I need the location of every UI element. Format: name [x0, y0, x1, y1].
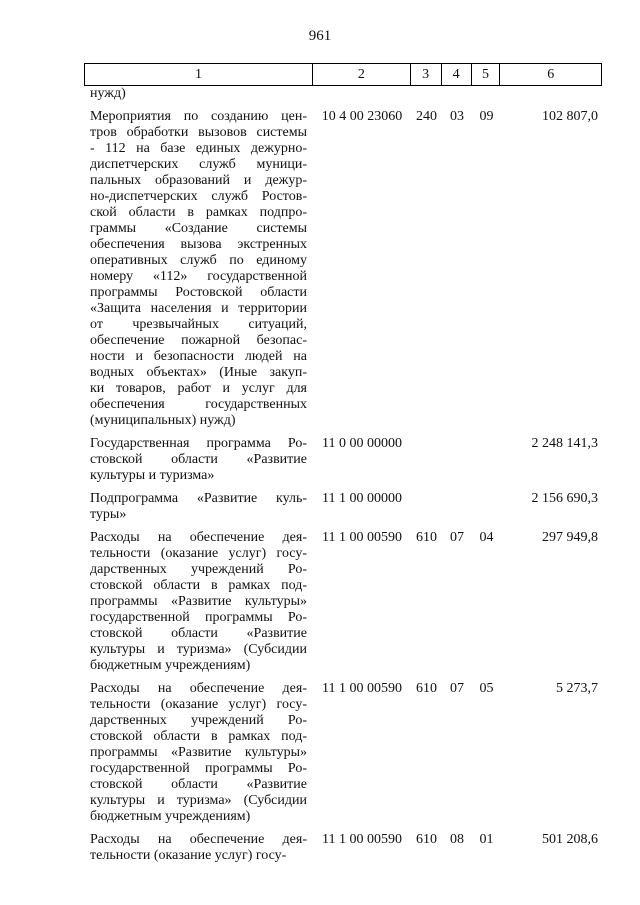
row-name-line: туры» [90, 507, 127, 522]
row-name-line: государственной программы Ро- [90, 761, 307, 776]
row-name-line: программы «Развитие культуры» [90, 594, 307, 609]
row-name-line: стовской области в рамках под- [90, 578, 307, 593]
row-group: 610 [416, 530, 437, 545]
row-name-line: от чрезвычайных ситуаций, [90, 317, 307, 332]
row-name-line: культуры и туризма» [90, 468, 215, 483]
row-section: 08 [450, 832, 464, 847]
row-sum: 501 208,6 [542, 832, 598, 847]
row-name-line: культуры и туризма» (Субсидии [90, 642, 307, 657]
row-name [84, 109, 313, 429]
row-code: 10 4 00 23060 [321, 109, 403, 124]
table-row [84, 436, 602, 484]
header-col-5: 5 [472, 64, 501, 85]
row-name-line: обеспечения государственных [90, 397, 307, 412]
row-name-line: - 112 на базе единых дежурно- [90, 141, 307, 156]
row-name-line: Государственная программа Ро- [90, 436, 307, 451]
row-name-line: стовской области в рамках под- [90, 729, 307, 744]
row-name-line: «Защита населения и территории [90, 301, 307, 316]
row-name-line: программы Ростовской области [90, 285, 307, 300]
row-subsection [472, 436, 501, 484]
row-name-line: тельности (оказание услуг) госу- [90, 848, 287, 863]
row-name-line: ской области в рамках подпро- [90, 205, 307, 220]
row-subsection [472, 491, 501, 523]
row-sum: 102 807,0 [542, 109, 598, 124]
row-name-line: тров обработки вызовов системы [90, 125, 307, 140]
table-row [84, 832, 602, 864]
table-row [84, 491, 602, 523]
row-section [442, 436, 472, 484]
row-name-line: государственной программы Ро- [90, 610, 307, 625]
table-row [84, 681, 602, 825]
row-name [84, 436, 313, 484]
row-code: 11 1 00 00000 [322, 491, 402, 506]
row-code: 11 0 00 00000 [322, 436, 402, 451]
row-name [84, 530, 313, 674]
row-subsection: 09 [479, 109, 494, 124]
row-name-line: тельности (оказание услуг) госу- [90, 546, 307, 561]
row-name-line: Подпрограмма «Развитие куль- [90, 491, 307, 506]
row-code: 11 1 00 00590 [322, 832, 402, 847]
table-row [84, 109, 602, 429]
row-name-line: дарственных учреждений Ро- [90, 713, 307, 728]
row-name [84, 832, 313, 864]
row-sum: 297 949,8 [542, 530, 598, 545]
row-name-line: Расходы на обеспечение дея- [90, 530, 307, 545]
page-number: 961 [308, 28, 332, 44]
row-section: 07 [450, 681, 464, 696]
row-group: 610 [416, 681, 437, 696]
row-name-line: обеспечение пожарной безопас- [90, 333, 307, 348]
row-name-line: стовской области «Развитие [90, 626, 307, 641]
row-name [84, 681, 313, 825]
row-group [411, 491, 442, 523]
header-col-3: 3 [411, 64, 442, 85]
row-section: 07 [450, 530, 464, 545]
row-name-line: но-диспетчерских служб Ростов- [90, 189, 307, 204]
table-header [84, 63, 602, 86]
row-group: 610 [416, 832, 437, 847]
row-section [442, 491, 472, 523]
row-name-line: бюджетным учреждениям) [90, 658, 251, 673]
row-name-line: ки товаров, работ и услуг для [90, 381, 307, 396]
row-group: 240 [416, 109, 437, 124]
row-name-line: пальных образований и дежур- [90, 173, 307, 188]
row-name-line: диспетчерских служб муници- [90, 157, 307, 172]
continuation-text: нужд) [90, 86, 126, 101]
row-name-line: стовской области «Развитие [90, 777, 307, 792]
row-name-line: ности и безопасности людей на [90, 349, 307, 364]
row-name [84, 491, 313, 523]
row-sum: 2 248 141,3 [531, 436, 598, 451]
row-code: 11 1 00 00590 [322, 681, 402, 696]
row-sum: 2 156 690,3 [531, 491, 598, 506]
row-name-line: культуры и туризма» (Субсидии [90, 793, 307, 808]
row-name-line: Мероприятия по созданию цен- [90, 109, 307, 124]
row-name-line: водных объектах» (Иные закуп- [90, 365, 307, 380]
row-name-line: бюджетным учреждениям) [90, 809, 251, 824]
row-subsection: 01 [479, 832, 494, 847]
row-name-line: номеру «112» государственной [90, 269, 307, 284]
header-col-2: 2 [313, 64, 411, 85]
row-name-line: стовской области «Развитие [90, 452, 307, 467]
row-name-line: дарственных учреждений Ро- [90, 562, 307, 577]
row-code: 11 1 00 00590 [322, 530, 402, 545]
row-name-line: граммы «Создание системы [90, 221, 307, 236]
row-name-line: Расходы на обеспечение дея- [90, 832, 307, 847]
header-col-4: 4 [442, 64, 472, 85]
table-body [84, 86, 602, 864]
row-name-line: тельности (оказание услуг) госу- [90, 697, 307, 712]
row-name-line: обеспечения вызова экстренных [90, 237, 307, 252]
header-col-6: 6 [547, 67, 555, 82]
row-name-line: программы «Развитие культуры» [90, 745, 307, 760]
header-col-1: 1 [85, 64, 313, 85]
row-section: 03 [450, 109, 464, 124]
row-group [411, 436, 442, 484]
row-name-line: (муниципальных) нужд) [90, 413, 236, 428]
row-name-line: Расходы на обеспечение дея- [90, 681, 307, 696]
table-row [84, 530, 602, 674]
row-subsection: 05 [479, 681, 494, 696]
row-subsection: 04 [479, 530, 494, 545]
row-sum: 5 273,7 [556, 681, 598, 696]
row-name-line: оперативных служб по единому [90, 253, 307, 268]
